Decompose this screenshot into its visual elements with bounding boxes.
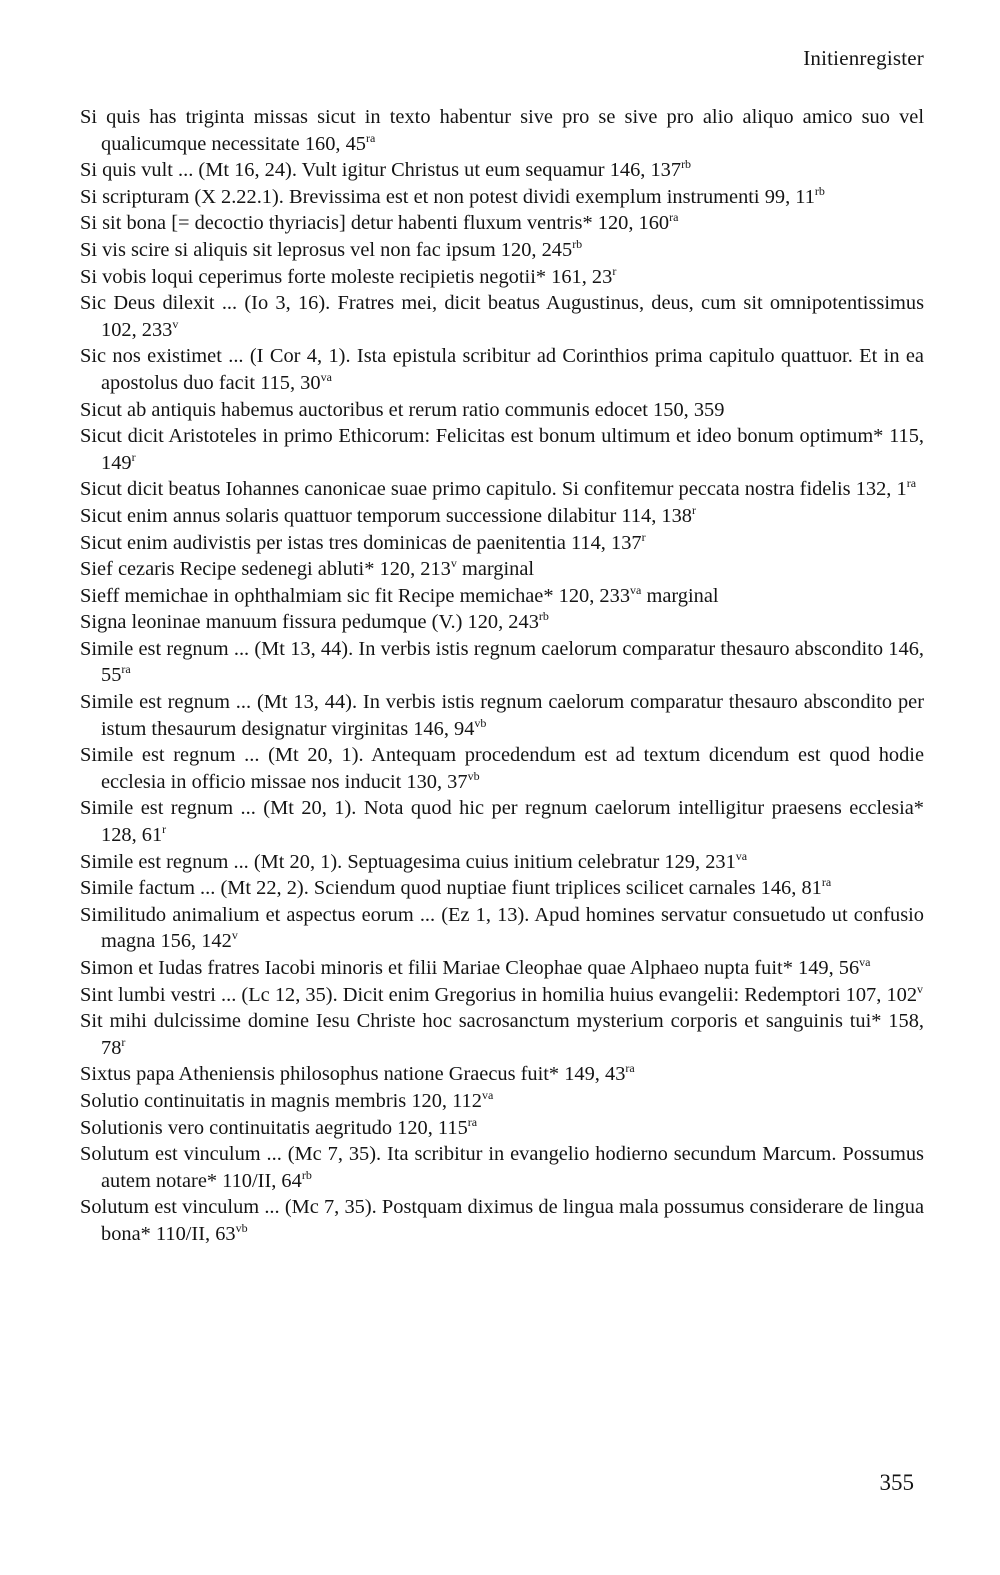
index-entry — [80, 290, 924, 343]
index-entry — [80, 157, 924, 184]
entry-text: Sicut enim annus solaris quattuor temporum successione dilabitur 114, 138 — [80, 504, 692, 527]
folio-superscript: r — [162, 822, 167, 837]
index-entry — [80, 689, 924, 742]
index-entry — [80, 1061, 924, 1088]
index-entry — [80, 742, 924, 795]
index-entry — [80, 1194, 924, 1247]
entry-text: Si scripturam (X 2.22.1). Brevissima est et non potest dividi exemplum instrumenti 99, 11 — [80, 185, 815, 208]
index-entry — [80, 503, 924, 530]
index-entry — [80, 104, 924, 157]
entry-text: Sit mihi dulcissime domine Iesu Christe hoc sacrosanctum mysterium corporis et sanguinis tui* 158, 78 — [80, 1010, 924, 1059]
entry-text: Sic nos existimet ... (I Cor 4, 1). Ista epistula scribitur ad Corinthios prima capitulo quattuor. Et in ea apostolus duo facit 115, 30 — [80, 345, 924, 394]
folio-superscript: rb — [572, 237, 583, 252]
entry-text: Simon et Iudas fratres Iacobi minoris et filii Mariae Cleophae quae Alphaeo nupta fuit* 149, 56 — [80, 957, 860, 979]
folio-superscript: va — [630, 582, 642, 597]
folio-superscript: ra — [625, 1061, 635, 1076]
index-entry — [80, 184, 924, 211]
folio-superscript: r — [641, 529, 646, 544]
folio-superscript: v — [231, 928, 238, 943]
index-entry — [80, 343, 924, 396]
folio-superscript: r — [692, 503, 696, 518]
entry-text: Si quis has triginta missas sicut in texto habentur sive pro se sive pro alio aliquo amico suo vel qualicumque necessitate 160, 45 — [80, 106, 924, 155]
entry-text: Solutum est vinculum ... (Mc 7, 35). Postquam diximus de lingua mala possumus considerare de lingua bona* 110/II, 63 — [80, 1196, 924, 1245]
index-entry — [80, 955, 924, 982]
folio-superscript: va — [735, 848, 748, 863]
index-entry — [80, 264, 924, 291]
entry-text: Sicut ab antiquis habemus auctoribus et rerum ratio communis edocet 150, 359 — [80, 398, 725, 421]
entry-text: Sint lumbi vestri ... (Lc 12, 35). Dicit enim Gregorius in homilia huius evangelii: Redemptori 107, 102 — [80, 983, 918, 1006]
folio-superscript: rb — [681, 157, 692, 172]
folio-superscript: ra — [121, 662, 131, 677]
folio-superscript: vb — [235, 1221, 248, 1236]
entry-text: Si vobis loqui ceperimus forte moleste recipietis negotii* 161, 23 — [80, 265, 613, 288]
entry-text: Signa leoninae manuum fissura pedumque (V.) 120, 243 — [80, 611, 539, 634]
entry-text: Similitudo animalium et aspectus eorum ... (Ez 1, 13). Apud homines servatur consuetudo ut confusio magna 156, 142 — [80, 903, 924, 953]
entry-text: Sieff memichae in ophthalmiam sic fit Recipe memichae* 120, 233 — [80, 584, 631, 607]
entry-text: Solutum est vinculum ... (Mc 7, 35). Ita scribitur in evangelio hodierno secundum Marcum. Possumus autem notare* 110/II, 64 — [80, 1143, 924, 1192]
entry-text: Simile est regnum ... (Mt 13, 44). In verbis istis regnum caelorum comparatur thesauro abscondito per istum thesaurum designatur virginitas 146, 94 — [80, 691, 924, 740]
entry-text: Simile est regnum ... (Mt 13, 44). In verbis istis regnum caelorum comparatur thesauro abscondito 146, 55 — [80, 637, 924, 687]
index-entry — [80, 636, 924, 689]
folio-superscript: ra — [366, 130, 376, 145]
entry-text: Simile est regnum ... (Mt 20, 1). Antequam procedendum est ad textum dicendum est quod hodie ecclesia in officio missae nos inducit 130, 37 — [80, 744, 924, 793]
folio-superscript: r — [131, 449, 136, 464]
folio-superscript: rb — [301, 1167, 312, 1182]
index-entry — [80, 210, 924, 237]
folio-superscript: ra — [669, 210, 679, 225]
folio-superscript: v — [450, 556, 457, 571]
entry-text: Si sit bona [= decoctio thyriacis] detur habenti fluxum ventris* 120, 160 — [80, 212, 670, 235]
index-entry — [80, 875, 924, 902]
folio-superscript: rb — [538, 609, 549, 624]
folio-superscript: va — [481, 1088, 494, 1103]
entry-text: Solutio continuitatis in magnis membris 120, 112 — [80, 1089, 482, 1112]
index-entry — [80, 556, 924, 583]
index-entry — [80, 849, 924, 876]
entry-text: Sicut dicit Aristoteles in primo Ethicorum: Felicitas est bonum ultimum et ideo bonum optimum* 115, 149 — [80, 425, 924, 474]
index-entry — [80, 982, 924, 1009]
index-entry — [80, 1088, 924, 1115]
index-entry — [80, 583, 924, 610]
entry-note: marginal — [456, 558, 535, 581]
folio-superscript: r — [121, 1034, 126, 1049]
index-entry — [80, 237, 924, 264]
index-entry — [80, 476, 924, 503]
page-number: 355 — [879, 1470, 914, 1495]
folio-superscript: rb — [814, 183, 825, 198]
folio-superscript: ra — [906, 476, 917, 491]
index-entry — [80, 902, 924, 955]
entry-text: Simile factum ... (Mt 22, 2). Sciendum quod nuptiae fiunt triplices scilicet carnales 146, 81 — [80, 877, 822, 900]
folio-superscript: ra — [467, 1114, 478, 1129]
folio-superscript: va — [859, 955, 871, 970]
entry-text: Si quis vult ... (Mt 16, 24). Vult igitur Christus ut eum sequamur 146, 137 — [80, 159, 682, 182]
folio-superscript: v — [172, 316, 179, 331]
running-head: Initienregister — [803, 46, 924, 70]
entry-text: Simile est regnum ... (Mt 20, 1). Septuagesima cuius initium celebratur 129, 231 — [80, 850, 736, 873]
entry-text: Sief cezaris Recipe sedenegi abluti* 120, 213 — [80, 558, 451, 581]
index-entry — [80, 530, 924, 557]
folio-superscript: va — [320, 370, 332, 385]
folio-superscript: ra — [821, 875, 832, 890]
index-entry — [80, 795, 924, 848]
index-entry — [80, 1141, 924, 1194]
entry-text: Sixtus papa Atheniensis philosophus natione Graecus fuit* 149, 43 — [80, 1063, 626, 1086]
index-entry — [80, 1008, 924, 1061]
index-entry — [80, 1115, 924, 1142]
folio-superscript: v — [917, 981, 924, 996]
entry-text: Sic Deus dilexit ... (Io 3, 16). Fratres mei, dicit beatus Augustinus, deus, cum sit omnipotentissimus 102, 233 — [80, 292, 924, 341]
entry-note: marginal — [641, 584, 719, 607]
index-entry-list — [80, 104, 924, 1248]
entry-text: Simile est regnum ... (Mt 20, 1). Nota quod hic per regnum caelorum intelligitur praesens ecclesia* 128, 61 — [80, 797, 924, 847]
index-entry — [80, 609, 924, 636]
entry-text: Solutionis vero continuitatis aegritudo 120, 115 — [80, 1116, 468, 1139]
folio-superscript: vb — [467, 769, 480, 784]
entry-text: Sicut enim audivistis per istas tres dominicas de paenitentia 114, 137 — [80, 531, 642, 554]
folio-superscript: r — [612, 263, 617, 278]
entry-text: Sicut dicit beatus Iohannes canonicae suae primo capitulo. Si confitemur peccata nostra fidelis 132, 1 — [80, 478, 907, 501]
index-entry — [80, 397, 924, 424]
folio-superscript: vb — [474, 715, 487, 730]
index-entry — [80, 423, 924, 476]
entry-text: Si vis scire si aliquis sit leprosus vel non fac ipsum 120, 245 — [80, 238, 573, 261]
